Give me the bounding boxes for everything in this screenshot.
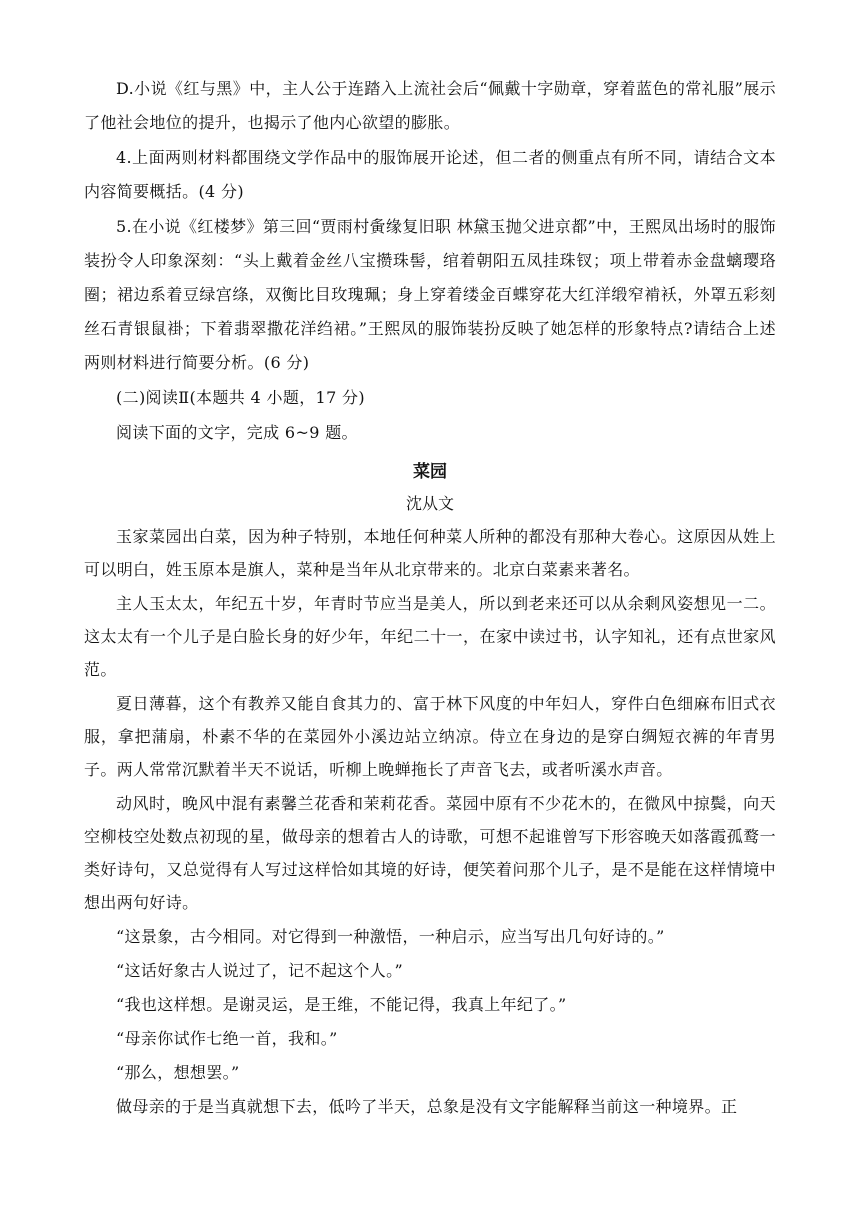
story-passage	[84, 456, 776, 1123]
section-heading: (二)阅读Ⅱ(本题共 4 小题，17 分)	[116, 388, 365, 407]
story-paragraph: 夏日薄暮，这个有教养又能自食其力的、富于林下风度的中年妇人，穿件白色细麻布旧式衣服，拿把蒲扇，朴素不华的在菜园外小溪边站立纳凉。侍立在身边的是穿白绸短衣裤的年青男子。两人常常沉默着半天不说话，听柳上晚蝉拖长了声音飞去，或者听溪水声音。	[84, 694, 776, 779]
option-d: D.小说《红与黑》中，主人公于连踏入上流社会后“佩戴十字勋章，穿着蓝色的常礼服”展示了他社会地位的提升，也揭示了他内心欲望的膨胀。	[84, 79, 776, 132]
story-dialogue: “我也这样想。是谢灵运，是王维，不能记得，我真上年纪了。”	[116, 995, 567, 1014]
story-dialogue: “这景象，古今相同。对它得到一种激悟，一种启示，应当写出几句好诗的。”	[116, 927, 665, 946]
story-author: 沈从文	[405, 494, 454, 513]
story-paragraph: 做母亲的于是当真就想下去，低吟了半天，总象是没有文字能解释当前这一种境界。正	[116, 1097, 738, 1116]
question-4: 4.上面两则材料都围绕文学作品中的服饰展开论述，但二者的侧重点有所不同，请结合文本内容简要概括。(4 分)	[84, 148, 776, 201]
exam-page	[84, 72, 776, 1124]
story-title: 菜园	[413, 462, 447, 482]
story-dialogue: “这话好象古人说过了，记不起这个人。”	[116, 961, 404, 980]
story-paragraph: 动风时，晚风中混有素馨兰花香和茉莉花香。菜园中原有不少花木的，在微风中掠鬓，向天空柳枝空处数点初现的星，做母亲的想着古人的诗歌，可想不起谁曾写下形容晚天如落霞孤鹜一类好诗句，又总觉得有人写过这样恰如其境的好诗，便笑着问那个儿子，是不是能在这样情境中想出两句好诗。	[84, 794, 776, 912]
section-instruction: 阅读下面的文字，完成 6~9 题。	[116, 423, 358, 442]
story-paragraph: 主人玉太太，年纪五十岁，年青时节应当是美人，所以到老来还可以从余剩风姿想见一二。这太太有一个儿子是白脸长身的好少年，年纪二十一，在家中读过书，认字知礼，还有点世家风范。	[84, 594, 776, 679]
question-5: 5.在小说《红楼梦》第三回“贾雨村夤缘复旧职 林黛玉抛父进京都”中，王熙凤出场时的服饰装扮令人印象深刻：“头上戴着金丝八宝攒珠髻，绾着朝阳五凤挂珠钗；项上带着赤金盘螭璎珞圈；裙边系着豆绿宫绦，双衡比目玫瑰珮；身上穿着缕金百蝶穿花大红洋缎窄褃袄，外罩五彩刻丝石青银鼠褂；下着翡翠撒花洋绉裙。”王熙凤的服饰装扮反映了她怎样的形象特点?请结合上述两则材料进行简要分析。(6 分)	[84, 217, 776, 372]
story-dialogue: “那么，想想罢。”	[116, 1063, 240, 1082]
story-dialogue: “母亲你试作七绝一首，我和。”	[116, 1029, 338, 1048]
story-paragraph: 玉家菜园出白菜，因为种子特别，本地任何种菜人所种的都没有那种大卷心。这原因从姓上可以明白，姓玉原本是旗人，菜种是当年从北京带来的。北京白菜素来著名。	[84, 527, 776, 579]
